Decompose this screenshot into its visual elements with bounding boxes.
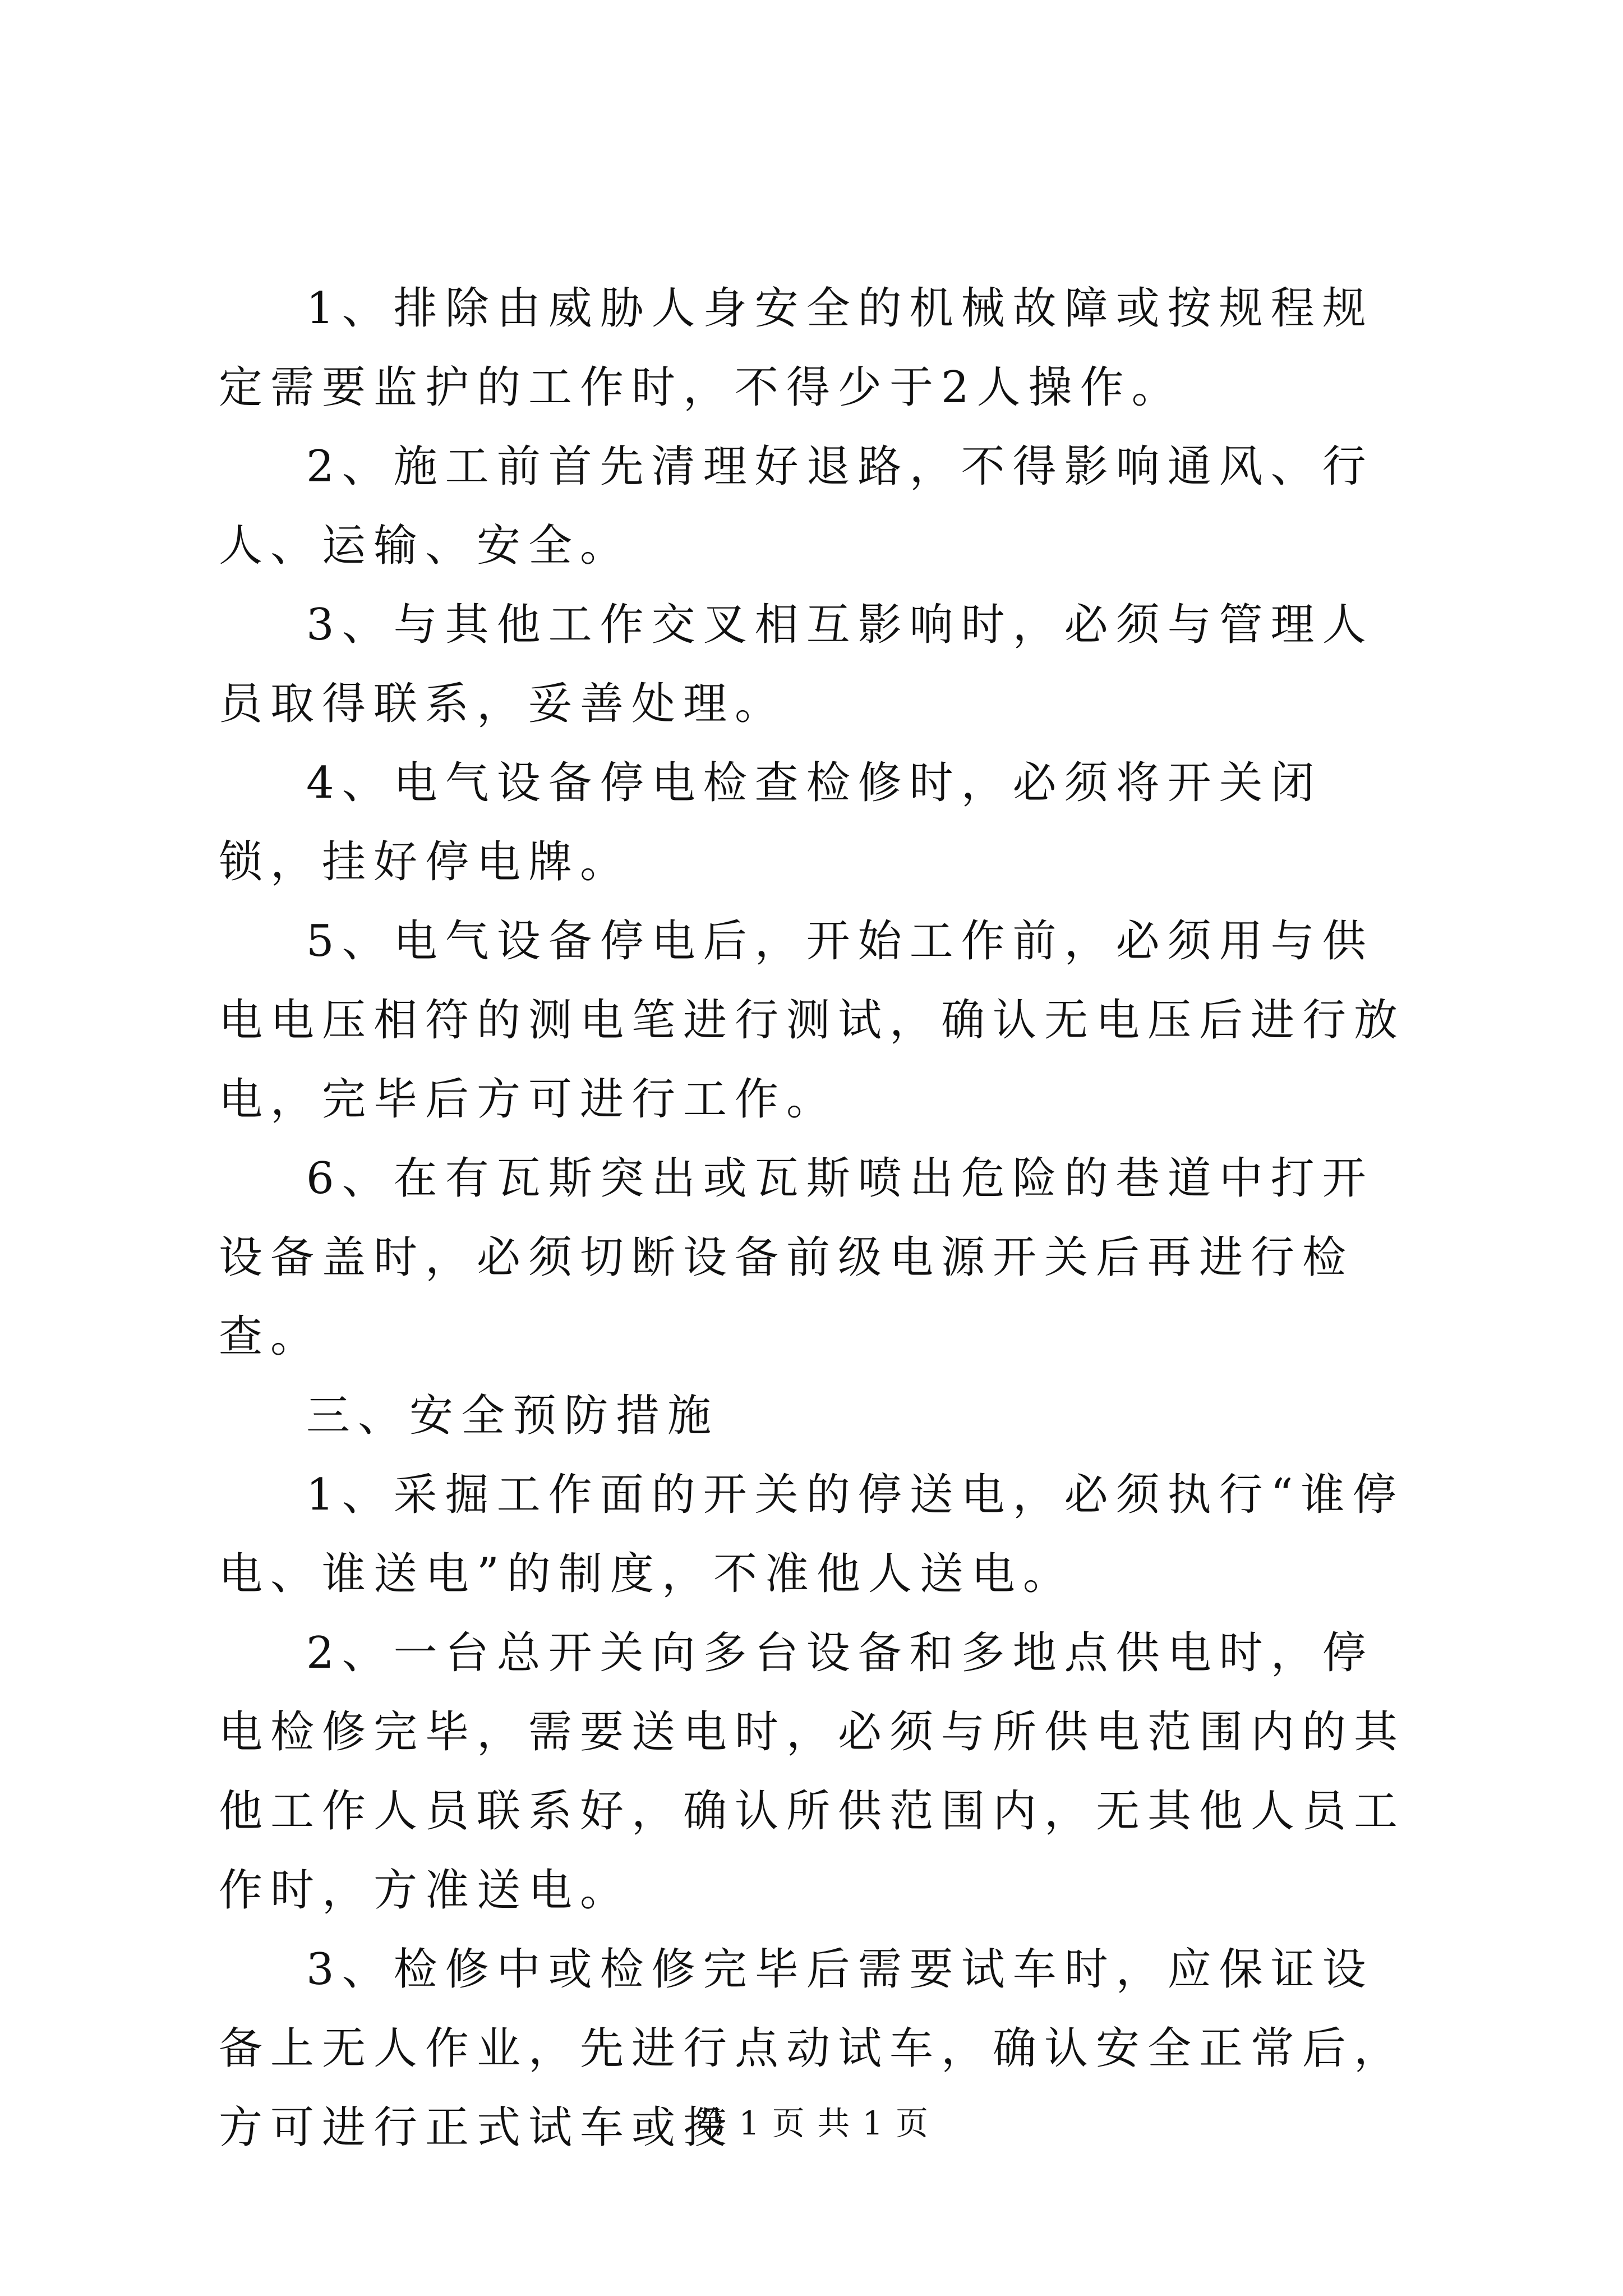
paragraph-5: 5、电气设备停电后，开始工作前，必须用与供电电压相符的测电笔进行测试，确认无电压后进行放电，完毕后方可进行工作。: [219, 916, 1406, 1125]
paragraph-2: 2、施工前首先清理好退路，不得影响通风、行人、运输、安全。: [219, 441, 1374, 571]
section-heading: 三、安全预防措施: [306, 1391, 720, 1441]
page-footer: 第 1 页 共 1 页: [694, 2104, 929, 2142]
paragraph-6: 6、在有瓦斯突出或瓦斯喷出危险的巷道中打开设备盖时，必须切断设备前级电源开关后再进行检查。: [219, 1153, 1374, 1362]
section-paragraph-3: 3、检修中或检修完毕后需要试车时，应保证设备上无人作业，先进行点动试车，确认安全正常后，方可进行正式试车或投: [219, 1944, 1406, 2153]
paragraph-4: 4、电气设备停电检查检修时，必须将开关闭锁，挂好停电牌。: [219, 758, 1322, 887]
section-paragraph-2: 2、一台总开关向多台设备和多地点供电时，停电检修完毕，需要送电时，必须与所供电范围内的其他工作人员联系好，确认所供范围内，无其他人员工作时，方准送电。: [219, 1628, 1406, 1916]
paragraph-3: 3、与其他工作交叉相互影响时，必须与管理人员取得联系，妥善处理。: [219, 600, 1374, 729]
document-body: [219, 269, 1424, 2168]
section-paragraph-1: 1、采掘工作面的开关的停送电，必须执行“谁停电、谁送电”的制度，不准他人送电。: [219, 1470, 1404, 1599]
paragraph-1: 1、排除由威胁人身安全的机械故障或按规程规定需要监护的工作时，不得少于2人操作。: [219, 283, 1374, 413]
